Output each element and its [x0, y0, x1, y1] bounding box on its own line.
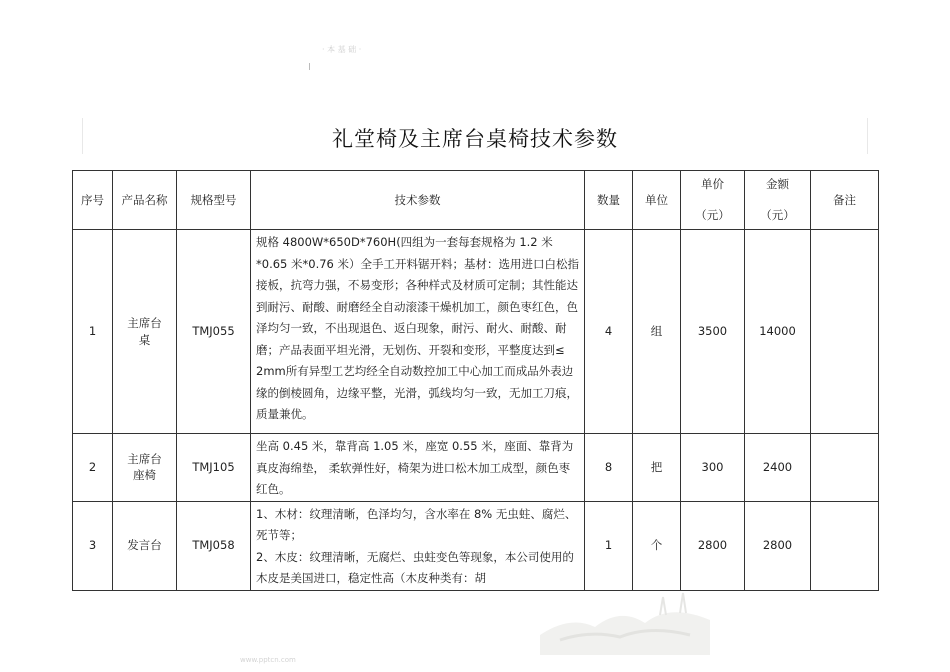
header-amount-unit: （元） — [760, 208, 795, 222]
header-amount-label: 金额 — [766, 177, 789, 192]
cell-name: 主席台座椅 — [113, 434, 177, 502]
header-price-unit: （元） — [695, 208, 730, 222]
header-note: 备注 — [811, 171, 879, 230]
header-model: 规格型号 — [177, 171, 251, 230]
cell-amount: 2800 — [745, 501, 811, 590]
cell-tech: 规格 4800W*650D*760H(四组为一套每套规格为 1.2 米*0.65 米*0.76 米）全手工开料锯开料；基材：选用进口白松指接板，抗弯力强，不易变形；各种样式及材质可定制；其性能达到耐污、耐酸、耐磨经全自动滚漆干燥机加工，颜色枣红色，色泽均匀一致，不出现退色、返白现象，耐污、耐火、耐酸、耐磨；产品表面平坦光滑，无划伤、开裂和变形，平整度达到≤ 2mm所有异型工艺均经全自动数控加工中心加工而成品外表边缘的倒棱圆角，边缘平整，光滑，弧线均匀一致，无加工刀痕，质量兼优。 — [251, 230, 585, 434]
table-row — [73, 230, 879, 434]
cell-price: 300 — [681, 434, 745, 502]
tech-line: 1、木材：纹理清晰，色泽均匀，含水率在 8% 无虫蛀、腐烂、死节等； — [256, 506, 577, 542]
header-name: 产品名称 — [113, 171, 177, 230]
header-watermark: · 本 基 础 · — [322, 45, 362, 54]
cell-note — [811, 434, 879, 502]
cell-amount: 14000 — [745, 230, 811, 434]
cell-amount: 2400 — [745, 434, 811, 502]
header-amount — [745, 171, 811, 230]
cell-note — [811, 230, 879, 434]
footer-watermark: www.pptcn.com — [240, 656, 296, 664]
cell-name: 主席台桌 — [113, 230, 177, 434]
header-price-label: 单价 — [701, 177, 724, 192]
cell-price: 3500 — [681, 230, 745, 434]
header-tick — [309, 63, 310, 70]
cell-qty: 4 — [585, 230, 633, 434]
cell-seq: 2 — [73, 434, 113, 502]
header-qty: 数量 — [585, 171, 633, 230]
landscape-watermark-graphic — [540, 585, 710, 655]
cell-qty: 1 — [585, 501, 633, 590]
cell-note — [811, 501, 879, 590]
tech-line: 2、木皮：纹理清晰，无腐烂、虫蛀变色等现象，本公司使用的木皮是美国进口，稳定性高（木皮种类有：胡 — [256, 549, 574, 585]
cell-price: 2800 — [681, 501, 745, 590]
cell-unit: 个 — [633, 501, 681, 590]
cell-model: TMJ058 — [177, 501, 251, 590]
cell-seq: 3 — [73, 501, 113, 590]
spec-table — [72, 170, 879, 591]
header-tech: 技术参数 — [251, 171, 585, 230]
header-price — [681, 171, 745, 230]
cell-name: 发言台 — [113, 501, 177, 590]
cell-model: TMJ105 — [177, 434, 251, 502]
cell-qty: 8 — [585, 434, 633, 502]
cell-tech — [251, 501, 585, 590]
cell-unit: 把 — [633, 434, 681, 502]
cell-tech: 坐高 0.45 米，靠背高 1.05 米，座宽 0.55 米，座面、靠背为真皮海绵垫， 柔软弹性好，椅架为进口松木加工成型，颜色枣红色。 — [251, 434, 585, 502]
header-seq: 序号 — [73, 171, 113, 230]
table-header-row — [73, 171, 879, 230]
table-row — [73, 501, 879, 590]
cell-unit: 组 — [633, 230, 681, 434]
cell-seq: 1 — [73, 230, 113, 434]
cell-model: TMJ055 — [177, 230, 251, 434]
document-title: 礼堂椅及主席台桌椅技术参数 — [332, 127, 618, 151]
header-unit: 单位 — [633, 171, 681, 230]
table-row — [73, 434, 879, 502]
